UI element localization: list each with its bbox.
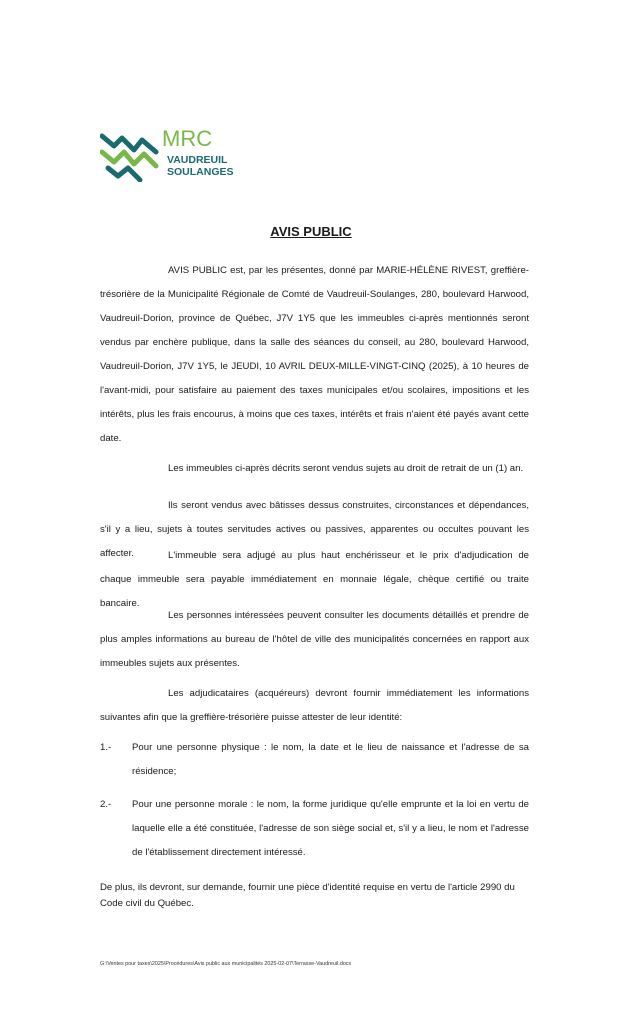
list-item-number: 2.-: [100, 799, 112, 810]
logo-region-text: [167, 154, 234, 178]
mrc-logo-mark-icon: [100, 130, 160, 182]
list-item: [100, 793, 529, 865]
paragraph-intro: AVIS PUBLIC est, par les présentes, donné par MARIE-HÉLÈNE RIVEST, greffière-trésorière de la Municipalité Régionale de Comté de Vaudreuil-Soulanges, 280, boulevard Harwood, Vaudreuil-Dorion, province de Québec, J7V 1Y5 que les immeubles ci-après mentionnés seront vendus par enchère publique, dans la salle des séances du conseil, au 280, boulevard Harwood, Vaudreuil-Dorion, J7V 1Y5, le JEUDI, 10 AVRIL DEUX-MILLE-VINGT-CINQ (2025), à 10 heures de l'avant-midi, pour satisfaire au paiement des taxes municipales et/ou scolaires, impositions et les intérêts, plus les frais encourus, à moins que ces taxes, intérêts et frais n'aient été payés avant cette date.: [100, 265, 529, 444]
list-item-text: Pour une personne physique : le nom, la date et le lieu de naissance et l'adresse de sa résidence;: [132, 742, 529, 777]
list-item-number: 1.-: [100, 742, 112, 753]
logo-line-vaudreuil: VAUDREUIL: [167, 154, 228, 166]
paragraph-closing: De plus, ils devront, sur demande, fournir une pièce d'identité requise en vertu de l'article 2990 du Code civil du Québec.: [100, 882, 515, 909]
paragraph-batisses: Ils seront vendus avec bâtisses dessus construites, circonstances et dépendances, s'il y a lieu, sujets à toutes servitudes actives ou passives, apparentes ou occultes pouvant les affecter.: [100, 500, 529, 559]
logo-mrc-text: MRC: [162, 126, 213, 151]
paragraph-consultation: Les personnes intéressées peuvent consulter les documents détaillés et prendre de plus amples informations au bureau de l'hôtel de ville des municipalités concernées en rapport aux immeubles sujets aux présentes.: [100, 610, 529, 669]
paragraph-adjudication: L'immeuble sera adjugé au plus haut enchérisseur et le prix d'adjudication de chaque immeuble sera payable immédiatement en monnaie légale, chèque certifié ou traite bancaire.: [100, 550, 529, 609]
paragraph-retrait: Les immeubles ci-après décrits seront vendus sujets au droit de retrait de un (1) an.: [168, 463, 524, 474]
footer-file-path: G:\Ventes pour taxes\2025\Procédures\Avis public aux municipalités 2025-02-07\Terrasse-Vaudreuil.docx: [100, 961, 352, 967]
list-item-text: Pour une personne morale : le nom, la forme juridique qu'elle emprunte et la loi en vertu de laquelle elle a été constituée, l'adresse de son siège social et, s'il y a lieu, le nom et l'adresse de l'établissement directement intéressé.: [132, 799, 529, 858]
mrc-logo: [100, 128, 250, 188]
list-item: [100, 736, 529, 784]
document-title: AVIS PUBLIC: [270, 224, 352, 239]
logo-line-soulanges: SOULANGES: [167, 166, 234, 178]
paragraph-adjudicataires: Les adjudicataires (acquéreurs) devront fournir immédiatement les informations suivantes afin que la greffière-trésorière puisse attester de leur identité:: [100, 688, 529, 723]
